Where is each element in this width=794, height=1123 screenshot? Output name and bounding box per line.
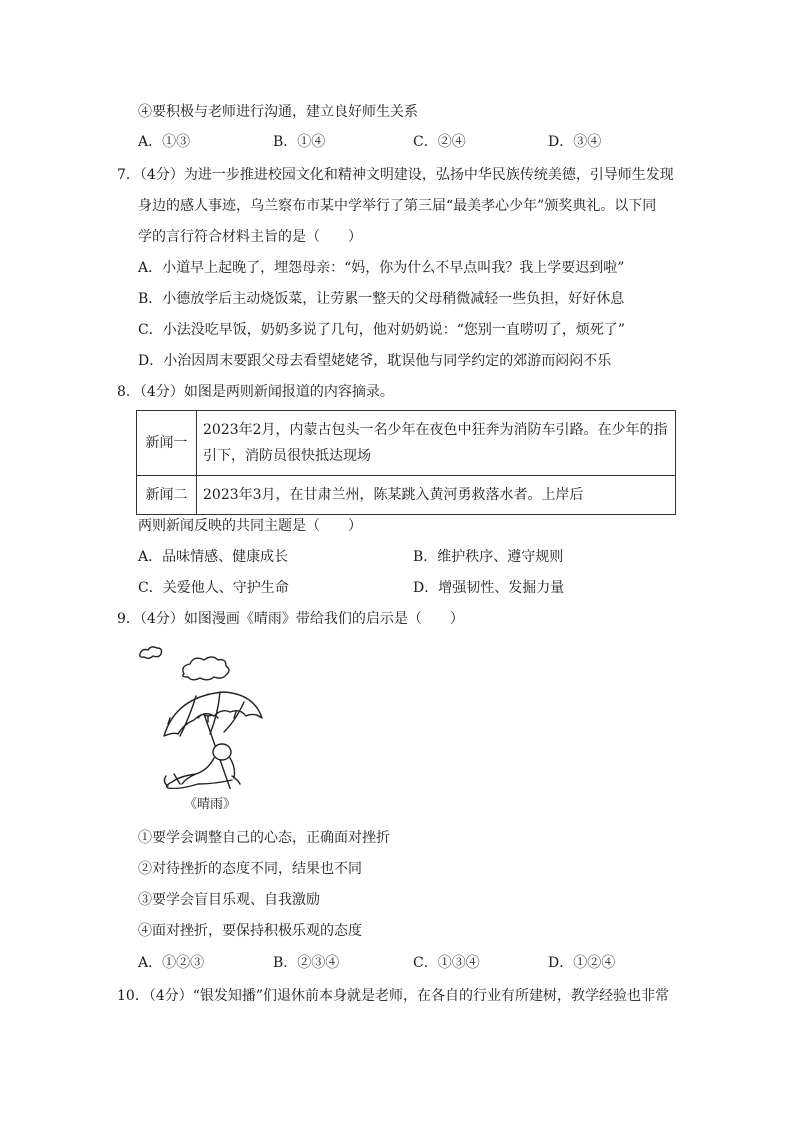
q8-option-d[interactable]: D．增强韧性、发掘力量	[413, 580, 565, 596]
q7-option-d[interactable]: D．小治因周末要跟父母去看望姥姥爷，耽误他与同学约定的郊游而闷闷不乐	[138, 353, 612, 369]
q6-option-d[interactable]: D．③④	[548, 134, 602, 150]
child-figure-icon	[164, 744, 240, 789]
news-label-2: 新闻二	[137, 476, 197, 515]
news-text-1: 2023年2月，内蒙古包头一名少年在夜色中狂奔为消防车引路。在少年的指引下，消防员很快抵达现场	[197, 411, 676, 476]
news-label-1: 新闻一	[137, 411, 197, 476]
q9-options	[138, 953, 658, 973]
cartoon-illustration	[136, 644, 266, 789]
q9-statement-1: ①要学会调整自己的心态，正确面对挫折	[138, 830, 390, 846]
q8-question: 两则新闻反映的共同主题是（ ）	[138, 518, 362, 534]
news-row-2	[137, 476, 676, 515]
small-cloud-icon	[140, 647, 162, 658]
q8-option-c[interactable]: C．关爱他人、守护生命	[138, 580, 289, 596]
q9-statement-3: ③要学会盲目乐观、自我激励	[138, 892, 320, 908]
q8-options-row-2	[138, 578, 658, 598]
q9-stem: 9．（4分）如图漫画《晴雨》带给我们的启示是（ ）	[117, 611, 464, 627]
news-text-2: 2023年3月，在甘肃兰州，陈某跳入黄河勇救落水者。上岸后	[197, 476, 676, 515]
large-cloud-icon	[183, 657, 229, 680]
q8-option-a[interactable]: A．品味情感、健康成长	[138, 549, 289, 565]
news-row-1	[137, 411, 676, 476]
umbrella-icon	[164, 692, 262, 789]
q9-option-c[interactable]: C．①③④	[413, 955, 480, 971]
q6-statement-4: ④要积极与老师进行沟通，建立良好师生关系	[138, 104, 418, 120]
q9-statement-4: ④面对挫折，要保持积极乐观的态度	[138, 923, 362, 939]
cartoon-caption: 《晴雨》	[184, 797, 237, 812]
news-table	[136, 410, 676, 515]
q7-stem-line-3: 学的言行符合材料主旨的是（ ）	[138, 229, 362, 245]
q7-option-c[interactable]: C．小法没吃早饭，奶奶多说了几句，他对奶奶说：“您别一直唠叨了，烦死了”	[138, 322, 626, 338]
q7-stem-line-1: 7．（4分）为进一步推进校园文化和精神文明建设，弘扬中华民族传统美德，引导师生发现	[117, 167, 674, 183]
q8-options-row-1	[138, 547, 658, 567]
q9-option-d[interactable]: D．①②④	[548, 955, 616, 971]
q8-option-b[interactable]: B．维护秩序、遵守规则	[413, 549, 564, 565]
q6-option-a[interactable]: A．①③	[138, 134, 191, 150]
q9-option-b[interactable]: B．②③④	[273, 955, 340, 971]
q6-options	[138, 132, 658, 152]
q6-option-b[interactable]: B．①④	[273, 134, 326, 150]
q8-stem: 8．（4分）如图是两则新闻报道的内容摘录。	[117, 384, 394, 400]
q7-option-b[interactable]: B．小德放学后主动烧饭菜，让劳累一整天的父母稍微减轻一些负担，好好休息	[138, 291, 625, 307]
q6-option-c[interactable]: C．②④	[413, 134, 466, 150]
q10-stem: 10．（4分）“银发知播”们退休前本身就是老师，在各自的行业有所建树，教学经验也非常	[117, 988, 670, 1004]
q9-option-a[interactable]: A．①②③	[138, 955, 205, 971]
q9-statement-2: ②对待挫折的态度不同，结果也不同	[138, 861, 362, 877]
q7-option-a[interactable]: A．小道早上起晚了，埋怨母亲：“妈，你为什么不早点叫我？我上学要迟到啦”	[138, 260, 625, 276]
q7-stem-line-2: 身边的感人事迹，乌兰察布市某中学举行了第三届“最美孝心少年”颁奖典礼。以下同	[138, 198, 657, 214]
